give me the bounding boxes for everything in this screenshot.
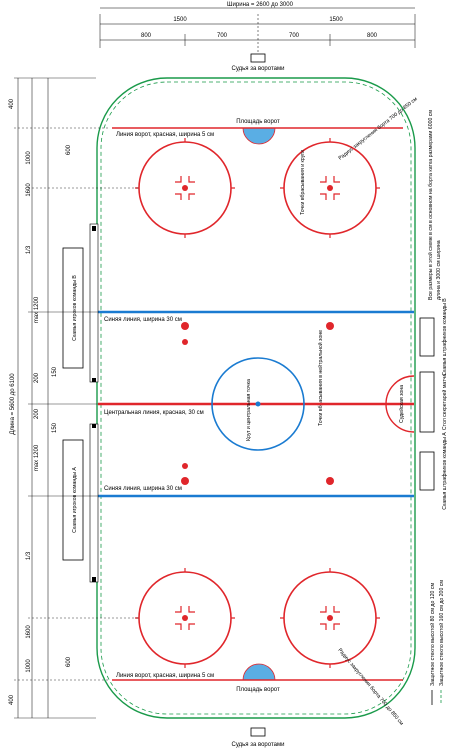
blue-line-bottom-label: Синяя линия, ширина 30 см: [104, 486, 182, 492]
segment-1: 800: [140, 33, 152, 39]
penalty-box-a: [420, 452, 434, 490]
segment-4: 800: [366, 33, 378, 39]
dim-third-top: 1/3: [26, 245, 32, 255]
bench-b-wall: [90, 224, 98, 382]
neutral-dots-label: Точки вбрасывания в нейтральной зоне: [318, 330, 324, 426]
faceoff-dot: [182, 615, 188, 621]
timekeeper-box: [420, 372, 434, 432]
endzone-faceoff-top-left: [135, 138, 235, 238]
bench-door: [92, 577, 96, 582]
timekeeper-label: Стол секретарей матча: [442, 373, 448, 431]
dim-third-bottom: 1/3: [26, 551, 32, 561]
dim-end-to-blue-b: 1600: [26, 625, 32, 639]
segment-3: 700: [288, 33, 300, 39]
goal-crease-top: [243, 128, 275, 144]
dim-end-zone: 400: [9, 98, 15, 110]
dim-near-center-b: 150: [52, 422, 58, 434]
glass-note-1: Защитное стекло высотой 80 см до 120 см: [430, 582, 436, 686]
board-note-2: длина и 3000 см ширина: [436, 240, 442, 300]
neutral-dot: [181, 477, 189, 485]
bench-door: [92, 226, 96, 231]
goal-judge-top-label: Судья за воротами: [231, 66, 285, 72]
dim-end-to-blue: 1600: [26, 183, 32, 197]
center-circle-label: Круг и центральная точка: [246, 379, 252, 441]
neutral-dot-small: [182, 339, 188, 345]
bench-door: [92, 378, 96, 382]
faceoff-dot: [182, 185, 188, 191]
rink-boards-glass: [101, 82, 411, 714]
bench-a-label: Скамья игроков команды A: [72, 467, 78, 533]
goal-judge-box-top: [251, 54, 265, 62]
goal-crease-bottom: [243, 664, 275, 680]
neutral-dot: [326, 477, 334, 485]
width-label: Ширина = 2600 до 3000: [227, 2, 293, 8]
dim-spot-b: 600: [66, 656, 72, 668]
goal-judge-bottom-label: Судья за воротами: [231, 742, 285, 748]
bench-a-wall: [90, 424, 98, 582]
glass-note-2: Защитное стекло высотой 160 см до 200 см: [439, 580, 445, 686]
faceoff-dot: [327, 615, 333, 621]
corner-radius-top-label: Радиус закругления борта 700 до 850 см: [337, 96, 419, 162]
dim-goal-to-spot: 1000: [26, 151, 32, 165]
half-width-left: 1500: [173, 17, 187, 23]
endzone-faceoff-bottom-left: [135, 568, 235, 668]
neutral-dot: [326, 322, 334, 330]
dim-near-center: 150: [52, 366, 58, 378]
center-dot: [256, 402, 261, 407]
dim-goal-to-spot-b: 1000: [26, 659, 32, 673]
goal-line-top-label: Линия ворот, красная, ширина 5 см: [116, 132, 215, 138]
penalty-box-b: [420, 318, 434, 356]
faceoff-dot: [327, 185, 333, 191]
endzone-faceoff-bottom-right: [280, 568, 380, 668]
goal-judge-box-bottom: [251, 728, 265, 736]
dim-spot: 600: [66, 144, 72, 156]
left-dimensions: [9, 78, 140, 718]
penalty-b-label: Скамья штрафников команды B: [442, 298, 448, 376]
neutral-dot-small: [182, 463, 188, 469]
endzone-faceoff-label: Точки вбрасывания и круги: [300, 149, 306, 215]
top-dimensions: [100, 2, 415, 60]
goal-line-bottom-label: Линия ворот, красная, ширина 5 см: [116, 673, 215, 679]
board-note: Все размеры в этой схеме в см в основном на борта катка размерами 6000 см: [428, 110, 434, 300]
neutral-dot: [181, 322, 189, 330]
bench-door: [92, 424, 96, 428]
rink-boards-outer: [97, 78, 415, 718]
referee-crease-label: Судейская зона: [399, 384, 405, 424]
half-width-right: 1500: [329, 17, 343, 23]
penalty-a-label: Скамья штрафников команды A: [442, 432, 448, 510]
dim-center-a: 200: [34, 372, 40, 384]
segment-2: 700: [216, 33, 228, 39]
dim-end-zone-b: 400: [9, 694, 15, 706]
bench-b-label: Скамья игроков команды B: [72, 275, 78, 341]
endzone-faceoff-top-right: [280, 138, 380, 238]
dim-bench-top: max 1200: [34, 296, 40, 324]
corner-radius-bottom-label: Радиус закругления борта 700 до 850 см: [336, 647, 405, 727]
dim-bench-bottom: max 1200: [34, 444, 40, 472]
crease-top-label: Площадь ворот: [236, 119, 280, 125]
blue-line-top-label: Синяя линия, ширина 30 см: [104, 317, 182, 323]
crease-bottom-label: Площадь ворот: [236, 687, 280, 693]
dim-center-b: 200: [34, 408, 40, 420]
center-line-label: Центральная линия, красная, 30 см: [104, 410, 204, 416]
length-label: Длина = 5600 до 6100: [10, 373, 16, 435]
